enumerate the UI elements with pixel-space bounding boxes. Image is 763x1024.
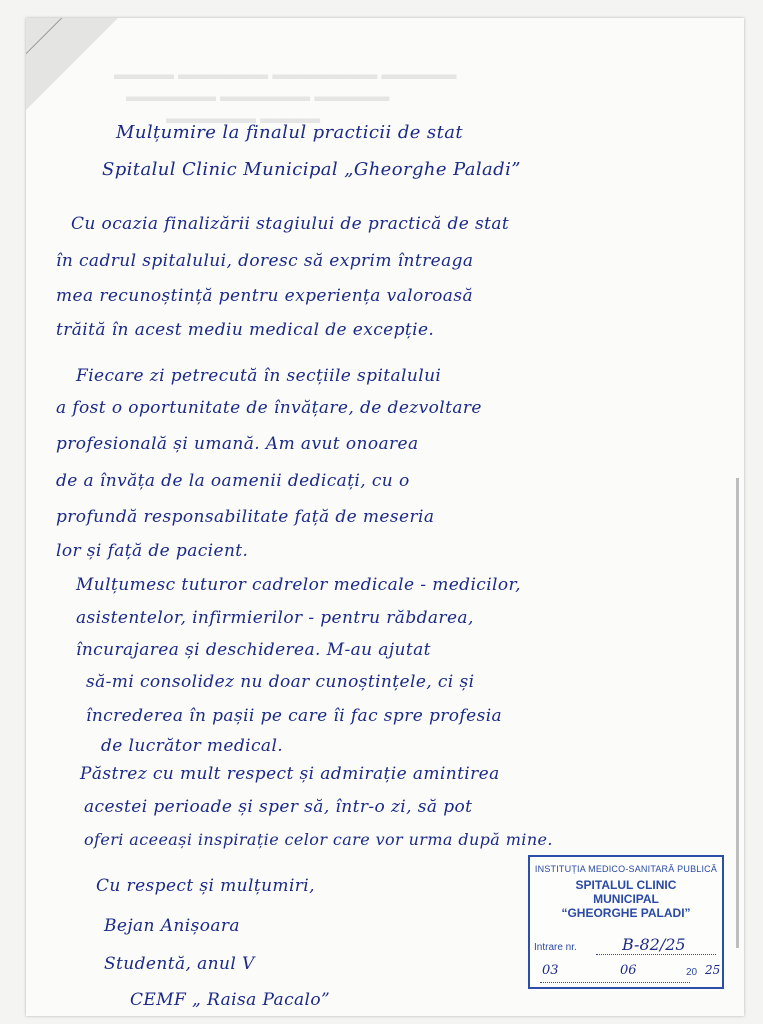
page-edge-shadow [736,478,739,948]
letter-line: Păstrez cu mult respect și admirație amintirea [80,764,500,784]
letter-line: a fost o oportunitate de învățare, de dezvoltare [56,398,482,418]
signature-school: CEMF „ Raisa Pacalo” [130,990,331,1010]
stamp-name-line2: MUNICIPAL [593,892,659,906]
stamp-name-line3: “GHEORGHE PALADI” [561,906,691,920]
stamp-date-year-prefix: 20 [686,967,698,978]
letter-line: încrederea în pașii pe care îi fac spre profesia [86,706,503,726]
stamp-entry-number: B-82/25 [622,935,686,954]
letter-line: oferi aceeași inspirație celor care vor urma după mine. [84,830,553,849]
folded-corner [26,18,118,110]
letter-closing: Cu respect și mulțumiri, [96,876,315,896]
stamp-entry-underline [596,954,716,955]
letter-title-line1: Mulțumire la finalul practicii de stat [116,122,463,143]
letter-line: mea recunoștință pentru experiența valoroasă [56,286,473,306]
signature-name: Bejan Anișoara [104,916,240,936]
letter-line: asistentelor, infirmierilor - pentru răbdarea, [76,608,474,628]
letter-line: acestei perioade și sper să, într-o zi, să pot [84,797,473,817]
registration-stamp [528,855,724,989]
stamp-date-day: 03 [542,963,559,978]
letter-line: în cadrul spitalului, doresc să exprim întreaga [56,251,474,271]
letter-line: profundă responsabilitate față de meseria [56,507,435,527]
signature-role: Studentă, anul V [104,954,255,974]
letter-line: lor și față de pacient. [56,541,249,561]
letter-line: de a învăța de la oamenii dedicați, cu o [56,471,410,491]
letter-title-line2: Spitalul Clinic Municipal „Gheorghe Paladi” [102,159,521,180]
bleed-through-shadow: ▬▬▬▬▬▬ ▬▬▬▬ [166,110,321,127]
letter-line: profesională și umană. Am avut onoarea [56,434,419,454]
stamp-date-month: 06 [620,963,637,978]
stamp-institution: INSTITUȚIA MEDICO-SANITARĂ PUBLICĂ [534,864,718,874]
letter-line: încurajarea și deschiderea. M-au ajutat [76,640,431,660]
bleed-through-shadow: ▬▬▬▬ ▬▬▬▬▬▬ ▬▬▬▬▬▬▬ ▬▬▬▬▬ [114,66,457,83]
letter-line: Mulțumesc tuturor cadrelor medicale - medicilor, [76,575,521,595]
letter-line: de lucrător medical. [101,736,284,756]
letter-line: să-mi consolidez nu doar cunoștințele, ci și [86,672,475,692]
letter-line: Cu ocazia finalizării stagiului de practică de stat [71,214,510,234]
letter-line: trăită în acest mediu medical de excepție. [56,320,435,340]
stamp-date-year-suffix: 25 [705,963,721,977]
stamp-entry-label: Intrare nr. [534,942,577,953]
stamp-name-line1: SPITALUL CLINIC [575,878,677,892]
bleed-through-shadow: ▬▬▬▬▬▬ ▬▬▬▬▬▬ ▬▬▬▬▬ [126,88,390,105]
stamp-date-underline [540,982,690,983]
letter-line: Fiecare zi petrecută în secțiile spitalului [76,366,442,386]
